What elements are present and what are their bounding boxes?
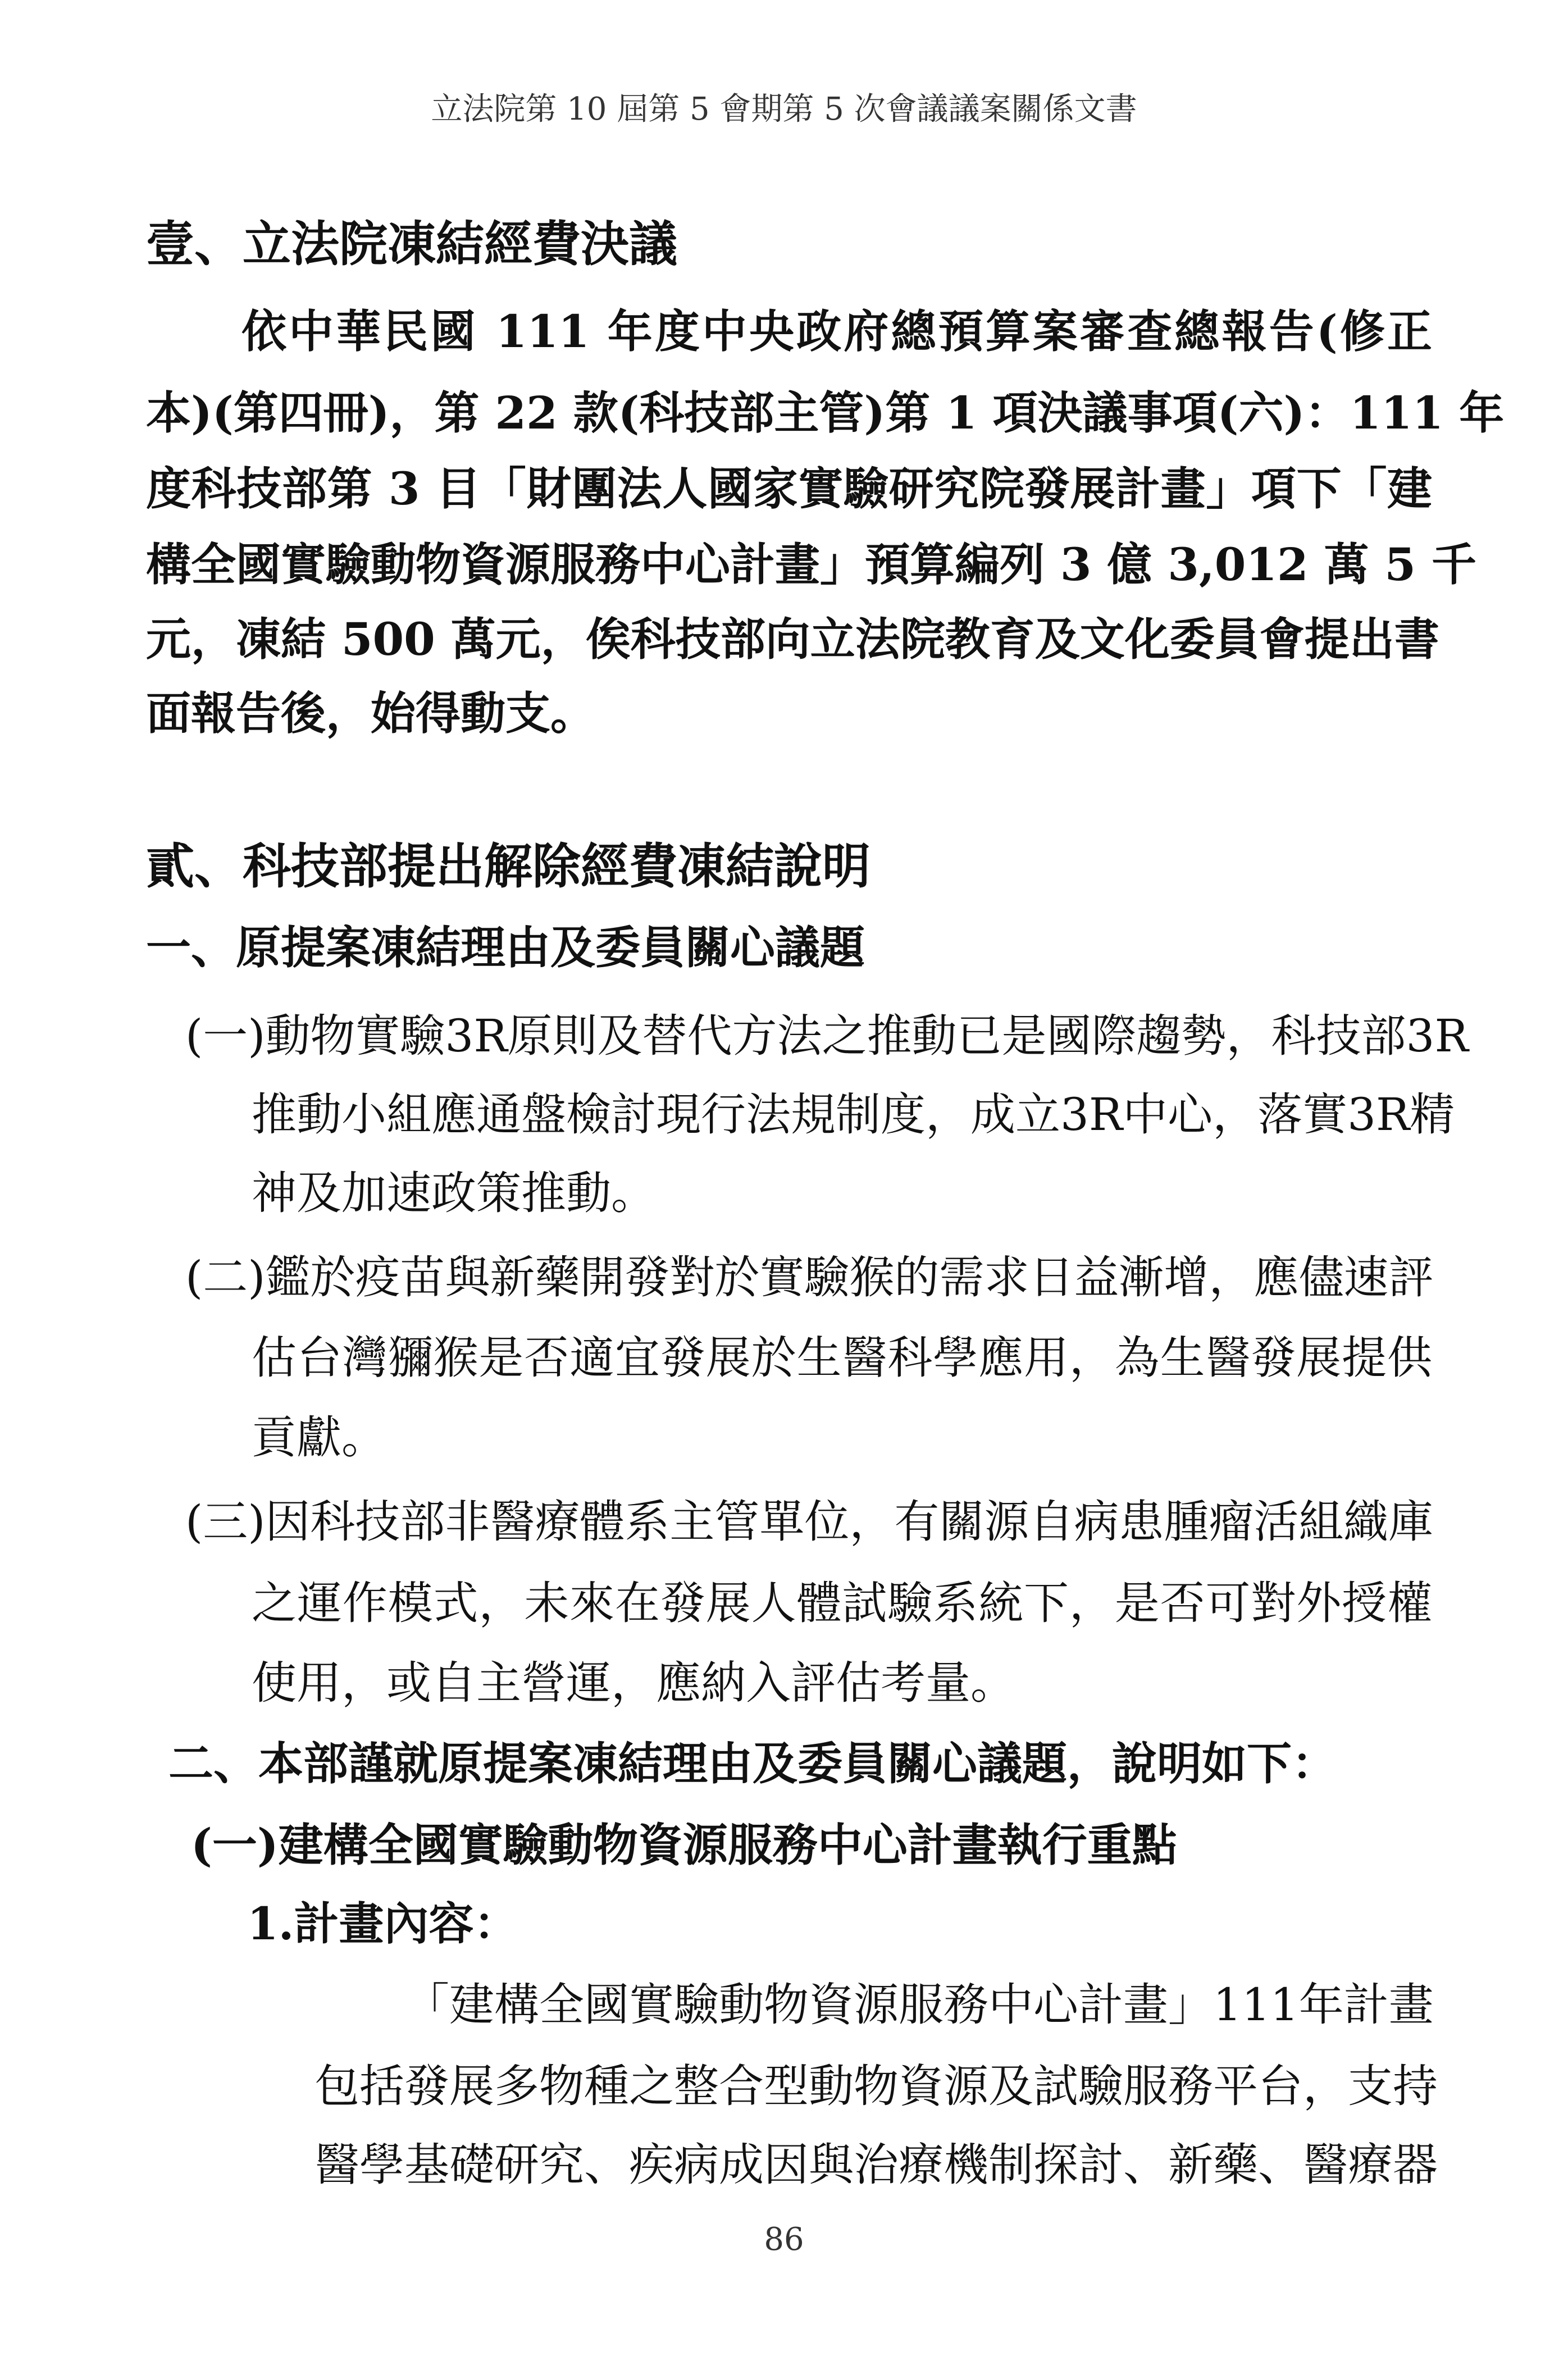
- plan-content-line-2: 包括發展多物種之整合型動物資源及試驗服務平台，支持: [314, 2060, 1438, 2112]
- item-1-line-3: 神及加速政策推動。: [252, 1167, 656, 1219]
- page-header: 立法院第 10 屆第 5 會期第 5 次會議議案關係文書: [431, 91, 1137, 127]
- section-1-title: 壹、立法院凍結經費決議: [146, 216, 677, 272]
- item-1-line-1: (一)動物實驗3R原則及替代方法之推動已是國際趨勢，科技部3R: [185, 1010, 1469, 1062]
- section-2-title: 貳、科技部提出解除經費凍結說明: [146, 838, 870, 895]
- item-2-line-3: 貢獻。: [252, 1411, 386, 1464]
- part-2-title: 二、本部謹就原提案凍結理由及委員關心議題，說明如下：: [168, 1737, 1337, 1790]
- item-3-line-2: 之運作模式，未來在發展人體試驗系統下，是否可對外授權: [252, 1577, 1432, 1629]
- plan-content-line-1: 「建構全國實驗動物資源服務中心計畫」111年計畫: [404, 1979, 1434, 2031]
- item-1-line-2: 推動小組應通盤檢討現行法規制度，成立3R中心，落實3R精: [252, 1088, 1455, 1141]
- section-1-line-3: 度科技部第 3 目「財團法人國家實驗研究院發展計畫」項下「建: [146, 462, 1432, 515]
- item-3-line-1: (三)因科技部非醫療體系主管單位，有關源自病患腫瘤活組織庫: [185, 1496, 1434, 1548]
- part-2-subtitle: (一)建構全國實驗動物資源服務中心計畫執行重點: [191, 1819, 1177, 1871]
- section-1-line-2: 本)(第四冊)，第 22 款(科技部主管)第 1 項決議事項(六)：111 年: [146, 386, 1505, 439]
- item-2-line-2: 估台灣獼猴是否適宜發展於生醫科學應用，為生醫發展提供: [252, 1332, 1432, 1384]
- item-2-line-1: (二)鑑於疫苗與新藥開發對於實驗猴的需求日益漸增，應儘速評: [185, 1251, 1434, 1304]
- item-3-line-3: 使用，或自主營運，應納入評估考量。: [252, 1657, 1015, 1709]
- part-1-title: 一、原提案凍結理由及委員關心議題: [146, 921, 865, 974]
- plan-content-heading: 1.計畫內容：: [247, 1897, 519, 1950]
- plan-content-line-3: 醫學基礎研究、疾病成因與治療機制探討、新藥、醫療器: [314, 2139, 1438, 2191]
- section-1-line-1: 依中華民國 111 年度中央政府總預算案審查總報告(修正: [241, 305, 1432, 358]
- section-1-line-5: 元，凍結 500 萬元，俟科技部向立法院教育及文化委員會提出書: [146, 613, 1439, 666]
- section-1-line-6: 面報告後，始得動支。: [146, 687, 595, 740]
- section-1-line-4: 構全國實驗動物資源服務中心計畫」預算編列 3 億 3,012 萬 5 千: [146, 538, 1476, 591]
- page-number: 86: [764, 2221, 804, 2258]
